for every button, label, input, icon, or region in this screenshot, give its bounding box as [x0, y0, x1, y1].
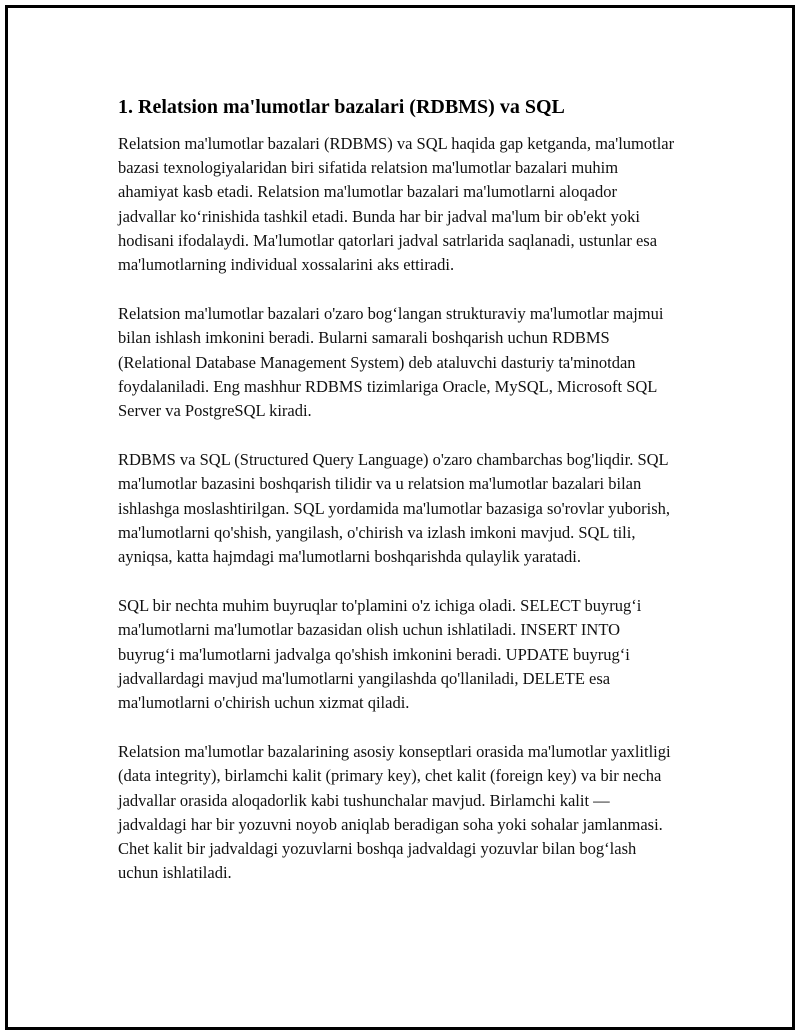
paragraph-intro: Relatsion ma'lumotlar bazalari (RDBMS) va SQL haqida gap ketganda, ma'lumotlar bazasi texnologiyalaridan biri sifatida relatsion ma'lumotlar bazalari muhim ahamiyat kasb etadi. Relatsion ma'lumotlar bazalari ma'lumotlarni aloqador jadvallar koʻrinishida tashkil etadi. Bunda har bir jadval ma'lum bir ob'ekt yoki hodisani ifodalaydi. Ma'lumotlar qatorlari jadval satrlarida saqlanadi, ustunlar esa ma'lumotlarning individual xossalarini aks ettiradi.: [118, 134, 675, 275]
paragraph-key-concepts: Relatsion ma'lumotlar bazalarining asosiy konseptlari orasida ma'lumotlar yaxlitligi (data integrity), birlamchi kalit (primary key), chet kalit (foreign key) va bir necha jadvallar orasida aloqadorlik kabi tushunchalar mavjud. Birlamchi kalit — jadvaldagi har bir yozuvni noyob aniqlab beradigan soha yoki sohalar jamlanmasi. Chet kalit bir jadvaldagi yozuvlarni boshqa jadvaldagi yozuvlar bilan bogʻlash uchun ishlatiladi.: [118, 742, 671, 883]
paragraph-sql-relationship: RDBMS va SQL (Structured Query Language) o'zaro chambarchas bog'liqdir. SQL ma'lumotlar bazasini boshqarish tilidir va u relatsion ma'lumotlar bazalari bilan ishlashga moslashtirilgan. SQL yordamida ma'lumotlar bazasiga so'rovlar yuborish, ma'lumotlarni qo'shish, yangilash, o'chirish va izlash imkoni mavjud. SQL tili, ayniqsa, katta hajmdagi ma'lumotlarni boshqarishda qulaylik yaratadi.: [118, 450, 671, 567]
document-body: [118, 94, 678, 910]
paragraph-sql-commands: SQL bir nechta muhim buyruqlar to'plamini o'z ichiga oladi. SELECT buyrugʻi ma'lumotlarni ma'lumotlar bazasidan olish uchun ishlatiladi. INSERT INTO buyrugʻi ma'lumotlarni jadvalga qo'shish imkonini beradi. UPDATE buyrugʻi jadvallardagi mavjud ma'lumotlarni yangilashda qo'llaniladi, DELETE esa ma'lumotlarni o'chirish uchun xizmat qiladi.: [118, 596, 642, 713]
paragraph-rdbms-systems: Relatsion ma'lumotlar bazalari o'zaro bogʻlangan strukturaviy ma'lumotlar majmui bilan ishlash imkonini beradi. Bularni samarali boshqarish uchun RDBMS (Relational Database Management System) deb ataluvchi dasturiy ta'minotdan foydalaniladi. Eng mashhur RDBMS tizimlariga Oracle, MySQL, Microsoft SQL Server va PostgreSQL kiradi.: [118, 304, 664, 421]
section-heading: 1. Relatsion ma'lumotlar bazalari (RDBMS) va SQL: [118, 96, 565, 118]
